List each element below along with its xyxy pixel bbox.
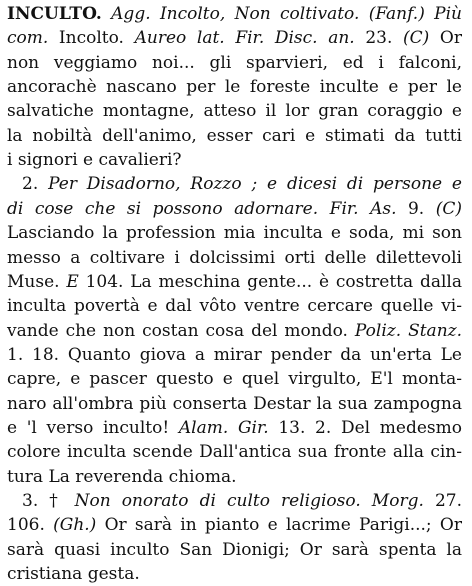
text-segment: salvatiche montagne, atteso il lor gran coraggio e (7, 101, 462, 122)
text-segment: 27. (423, 491, 462, 511)
text-line (7, 440, 462, 464)
text-line (7, 246, 462, 270)
headword: INCULTO. (7, 4, 102, 24)
text-segment: e 'l verso inculto! (7, 417, 179, 438)
text-line (7, 51, 462, 75)
text-line (7, 392, 462, 416)
text-segment: ancorachè nascano per le foreste inculte e per le (7, 77, 462, 98)
text-line (7, 367, 462, 391)
text-segment: di cose che si possono adornare. Fir. As. (7, 198, 397, 219)
text-line (7, 513, 462, 537)
text-segment: Or sarà in pianto e lacrime Parigi...; Or (96, 515, 462, 536)
text-segment: com. (7, 28, 49, 49)
text-segment: Alam. Gir. (178, 417, 269, 438)
text-segment (102, 4, 111, 24)
text-line (7, 148, 462, 172)
text-segment: la nobiltà dell'animo, esser cari e stimati da tutti (7, 125, 462, 146)
text-segment: Agg. Incolto, Non coltivato. (Fanf.) Più (111, 4, 462, 24)
text-segment: 13. 2. Del medesmo (268, 417, 462, 438)
text-line (7, 343, 462, 367)
text-line (7, 99, 462, 123)
text-segment: Lasciando la profession mia inculta e soda, mi son (7, 223, 462, 244)
text-segment: messo a coltivare i dolcissimi orti delle dilettevoli (7, 247, 462, 268)
text-segment: Poliz. Stanz. (354, 320, 463, 341)
text-segment: Aureo lat. Fir. Disc. an. (134, 28, 355, 49)
text-segment: (Gh.) (53, 515, 97, 536)
text-segment: i signori e cavalieri? (7, 150, 182, 171)
text-segment: 23. (354, 28, 404, 49)
text-line (7, 75, 462, 99)
text-segment: Incolto. (48, 28, 135, 49)
text-line (7, 26, 462, 50)
text-line (7, 294, 462, 318)
text-segment: Non onorato di culto religioso. Morg. (74, 491, 424, 511)
text-segment: non veggiamo noi... gli sparvieri, ed i falconi, (7, 52, 462, 73)
text-segment: colore inculta scende Dall'antica sua fronte alla cin- (7, 442, 462, 463)
text-segment: sarà quasi inculto San Dionigi; Or sarà spenta la (7, 539, 462, 560)
text-line (7, 562, 462, 586)
text-segment: vande che non costan cosa del mondo. (7, 320, 355, 341)
text-line (7, 270, 462, 294)
text-line (7, 538, 462, 562)
text-line (22, 489, 462, 513)
text-segment: 9. (396, 198, 436, 219)
text-line (22, 172, 462, 196)
text-segment: 3. † (22, 491, 75, 511)
text-segment: cristiana gesta. (7, 564, 140, 585)
text-line (7, 221, 462, 245)
text-segment: 1. 18. Quanto giova a mirar pender da un'erta Le (7, 344, 462, 365)
text-segment: (C) (403, 28, 430, 49)
text-line (7, 319, 462, 343)
text-segment: capre, e pascer questo e quel virgulto, E'l monta- (7, 369, 462, 390)
text-segment: 2. (22, 174, 49, 195)
text-line (7, 465, 462, 489)
text-line (7, 416, 462, 440)
text-segment: 106. (7, 515, 54, 536)
text-segment: naro all'ombra più conserta Destar la sua zampogna (7, 393, 462, 414)
text-line (7, 197, 462, 221)
text-segment: 104. La meschina gente... è costretta dalla (78, 271, 462, 292)
text-line (7, 2, 462, 26)
text-segment: tura La reverenda chioma. (7, 466, 237, 487)
text-segment: Per Disadorno, Rozzo ; e dicesi di persone e (48, 174, 462, 195)
text-line (7, 124, 462, 148)
text-segment: Muse. (7, 271, 67, 292)
text-segment: inculta povertà e dal vôto ventre cercare quelle vi- (7, 296, 462, 317)
text-segment: E (66, 271, 79, 292)
text-segment: (C) (435, 198, 463, 219)
text-segment: Or (429, 28, 462, 49)
